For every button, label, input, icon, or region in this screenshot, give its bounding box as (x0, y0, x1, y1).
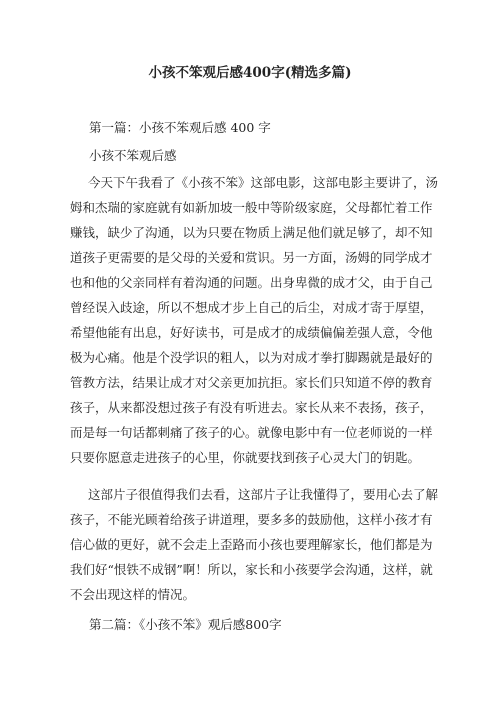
section-1-subheading: 小孩不笨观后感 (89, 148, 177, 163)
paragraph-2-line: 孩子，不能光顾着给孩子讲道理，要多多的鼓励他，这样小孩才有 (70, 512, 433, 527)
paragraph-2-line: 不会出现这样的情况。 (70, 587, 196, 602)
paragraph-1-line: 赚钱，缺少了沟通，以为只要在物质上满足他们就足够了，却不知 (70, 225, 433, 240)
paragraph-2 (70, 482, 442, 607)
paragraph-1 (70, 170, 442, 470)
document-title: 小孩不笨观后感400字(精选多篇) (148, 65, 352, 81)
paragraph-1-line: 只要你愿意走进孩子的心里，你就要找到孩子心灵大门的钥匙。 (70, 450, 421, 465)
paragraph-1-line: 孩子，从来都没想过孩子有没有听进去。家长从来不表扬，孩子， (70, 400, 433, 415)
paragraph-1-line: 而是每一句话都刺痛了孩子的心。就像电影中有一位老师说的一样 (70, 425, 433, 440)
paragraph-1-line: 道孩子更需要的是父母的关爱和赏识。另一方面，汤姆的同学成才 (70, 250, 433, 265)
paragraph-1-line: 曾经误入歧途，所以不想成才步上自己的后尘，对成才寄于厚望， (70, 300, 433, 315)
paragraph-2-line: 我们好“恨铁不成钢”啊！所以，家长和小孩要学会沟通，这样，就 (70, 562, 433, 577)
section-2-heading: 第二篇：《小孩不笨》观后感800字 (89, 617, 282, 632)
paragraph-1-line: 姆和杰瑞的家庭就有如新加坡一般中等阶级家庭，父母都忙着工作 (70, 200, 433, 215)
paragraph-1-line: 也和他的父亲同样有着沟通的问题。出身卑微的成才父，由于自己 (70, 275, 433, 290)
paragraph-1-line: 管教方法，结果让成才对父亲更加抗拒。家长们只知道不停的教育 (70, 375, 433, 390)
paragraph-1-line: 希望他能有出息，好好读书，可是成才的成绩偏偏差强人意，令他 (70, 325, 433, 340)
paragraph-1-line: 极为心痛。他是个没学识的粗人，以为对成才拳打脚踢就是最好的 (70, 350, 433, 365)
paragraph-2-line: 这部片子很值得我们去看，这部片子让我懂得了，要用心去了解 (88, 487, 439, 502)
paragraph-2-line: 信心做的更好，就不会走上歪路而小孩也要理解家长，他们都是为 (70, 537, 433, 552)
paragraph-1-line: 今天下午我看了《小孩不笨》这部电影，这部电影主要讲了，汤 (88, 175, 439, 190)
section-1-heading: 第一篇：小孩不笨观后感 400 字 (89, 120, 271, 135)
